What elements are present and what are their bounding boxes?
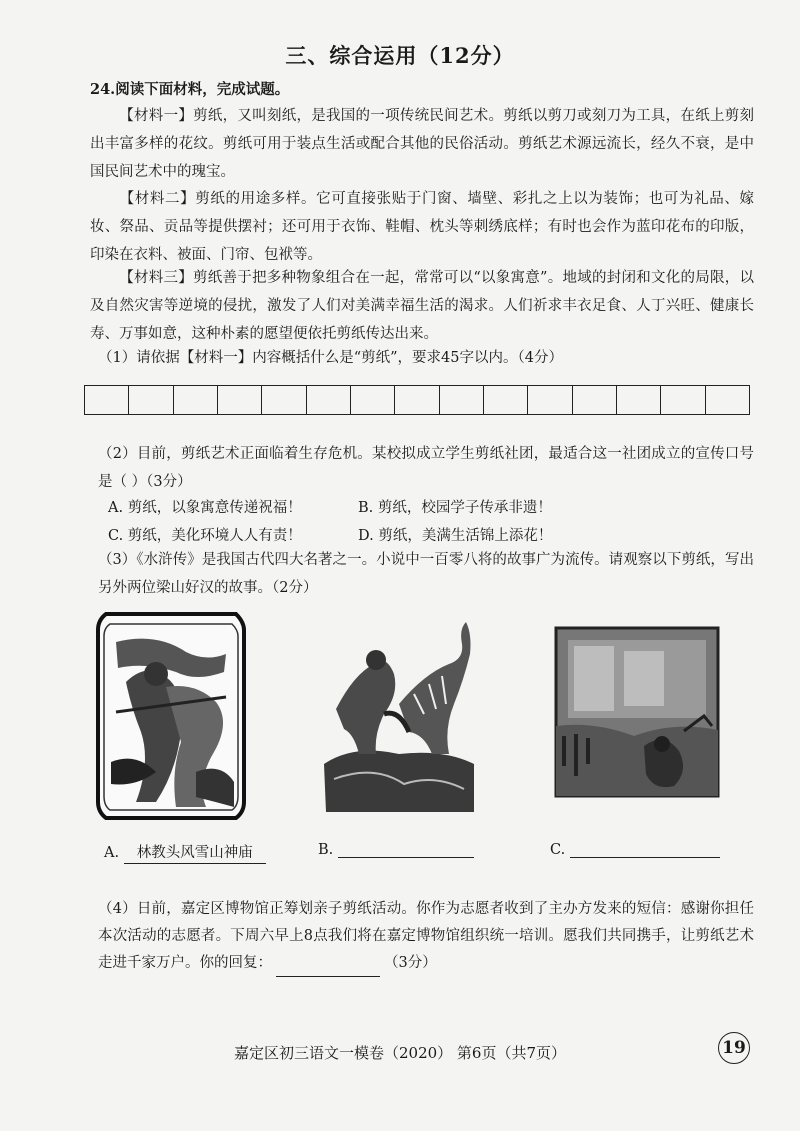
answer-a[interactable]: 林教头风雪山神庙 [124, 841, 266, 864]
option-a[interactable]: A. 剪纸，以象寓意传递祝福！ [108, 500, 302, 516]
option-b[interactable]: B. 剪纸，校园学子传承非遗！ [358, 500, 552, 516]
material-two: 【材料二】剪纸的用途多样。它可直接张贴于门窗、墙壁、彩扎之上以为装饰；也可为礼品、嫁妆、祭品、贡品等提供摆衬；还可用于衣饰、鞋帽、枕头等刺绣底样；有时也会作为蓝印花布的印版，印染在衣料、被面、门帘、包袱等。 [90, 191, 754, 263]
answer-grid-cell[interactable] [440, 386, 484, 414]
papercut-tiger-image [314, 614, 484, 814]
caption-a: A. 林教头风雪山神庙 [104, 841, 266, 864]
answer-grid[interactable] [84, 385, 750, 415]
page-number-circle: 19 [718, 1032, 750, 1064]
sub-question-2: （2）目前，剪纸艺术正面临着生存危机。某校拟成立学生剪纸社团，最适合这一社团成立的宣传口号是（ ）（3分） [98, 446, 754, 490]
question-heading: 24.阅读下面材料，完成试题。 [90, 81, 290, 98]
caption-b: B. [318, 841, 474, 858]
answer-grid-cell[interactable] [395, 386, 439, 414]
option-d[interactable]: D. 剪纸，美满生活锦上添花！ [358, 528, 553, 544]
material-one: 【材料一】剪纸，又叫刻纸，是我国的一项传统民间艺术。剪纸以剪刀或刻刀为工具，在纸上剪刻出丰富多样的花纹。剪纸可用于装点生活或配合其他的民俗活动。剪纸艺术源远流长，经久不衰，是中国民间艺术中的瑰宝。 [90, 108, 754, 180]
answer-grid-cell[interactable] [661, 386, 705, 414]
answer-grid-cell[interactable] [528, 386, 572, 414]
sub-question-3: （3）《水浒传》是我国古代四大名著之一。小说中一百零八将的故事广为流传。请观察以下剪纸，写出另外两位梁山好汉的故事。（2分） [98, 552, 754, 596]
caption-c: C. [550, 841, 720, 858]
answer-grid-cell[interactable] [85, 386, 129, 414]
answer-grid-cell[interactable] [706, 386, 749, 414]
answer-grid-cell[interactable] [573, 386, 617, 414]
papercut-lin-chong-image [96, 612, 246, 820]
answer-grid-cell[interactable] [174, 386, 218, 414]
answer-grid-cell[interactable] [484, 386, 528, 414]
sub-question-1: （1）请依据【材料一】内容概括什么是“剪纸”，要求45字以内。（4分） [98, 350, 563, 366]
material-three: 【材料三】剪纸善于把多种物象组合在一起，常常可以“以象寓意”。地域的封闭和文化的局限，以及自然灾害等逆境的侵扰，激发了人们对美满幸福生活的渴求。人们祈求丰衣足食、人丁兴旺、健康长寿、万事如意，这种朴素的愿望便依托剪纸传达出来。 [90, 270, 754, 342]
page-footer: 嘉定区初三语文一模卷（2020） 第6页（共7页） [233, 1044, 567, 1062]
answer-grid-cell[interactable] [129, 386, 173, 414]
answer-grid-cell[interactable] [218, 386, 262, 414]
answer-grid-cell[interactable] [307, 386, 351, 414]
sub-question-4: （4）日前，嘉定区博物馆正筹划亲子剪纸活动。你作为志愿者收到了主办方发来的短信：感谢你担任本次活动的志愿者。下周六早上8点我们将在嘉定博物馆组织统一培训。愿我们共同携手，让剪纸艺术走进千家万户。你的回复： （3分） [98, 896, 754, 977]
option-c[interactable]: C. 剪纸，美化环境人人有责！ [108, 528, 302, 544]
answer-c-blank[interactable] [570, 841, 720, 858]
papercut-scene-image [554, 626, 720, 798]
answer-grid-cell[interactable] [617, 386, 661, 414]
answer-grid-cell[interactable] [351, 386, 395, 414]
answer-b-blank[interactable] [338, 841, 474, 858]
reply-blank[interactable] [276, 960, 380, 977]
answer-grid-cell[interactable] [262, 386, 306, 414]
section-title: 三、综合运用（12分） [285, 43, 515, 68]
